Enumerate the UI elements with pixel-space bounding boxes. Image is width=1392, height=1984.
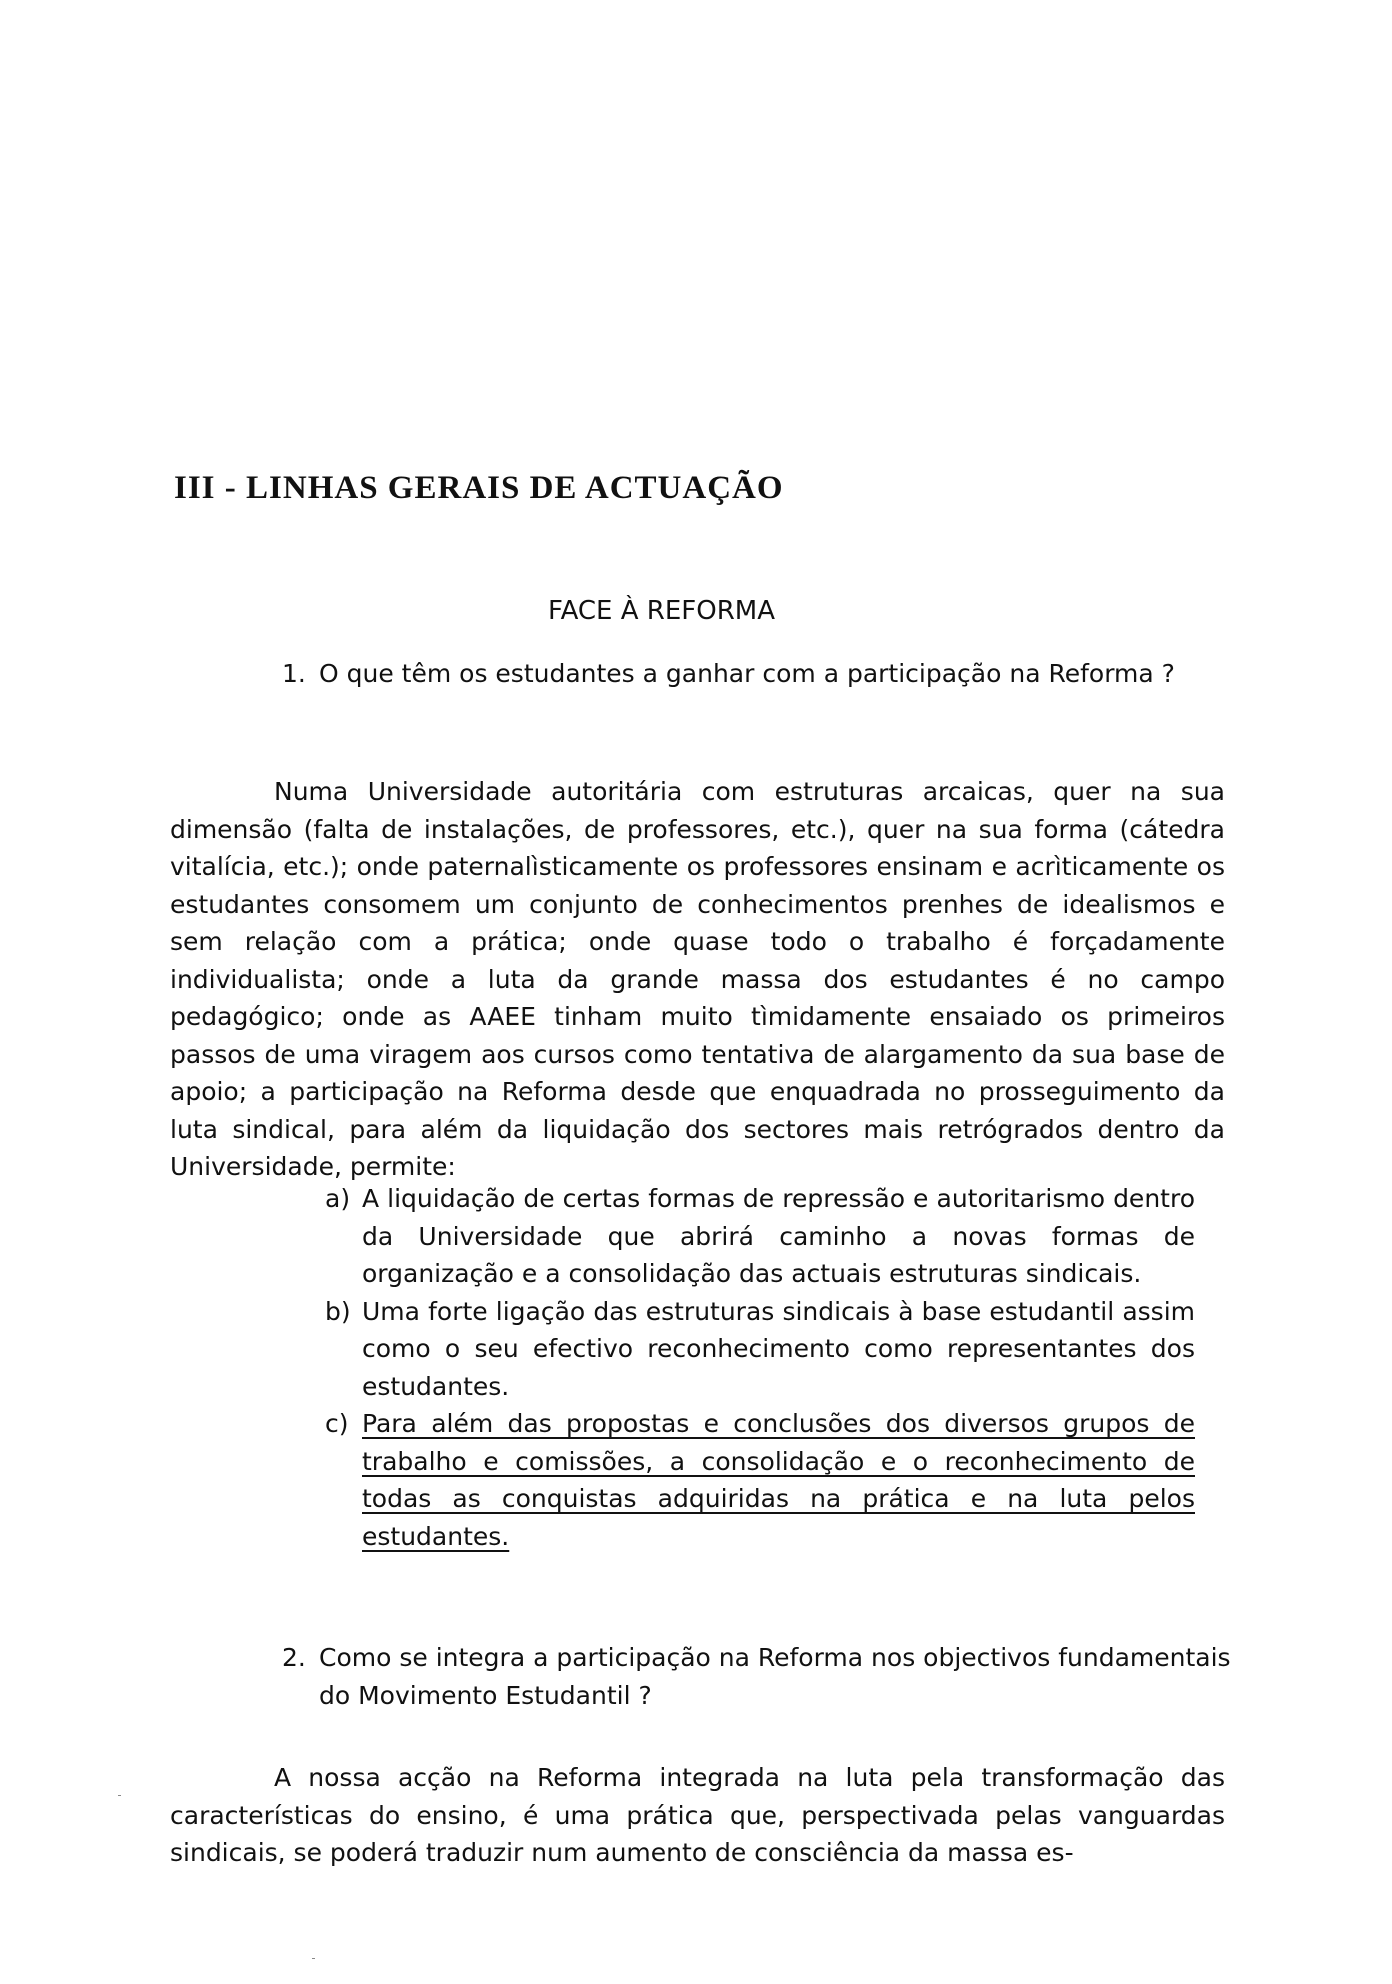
item-label: b) — [325, 1296, 351, 1326]
item-text: A liquidação de certas formas de repressão e autoritarismo dentro da Universidade que abrirá caminho a novas formas de organização e a consolidação das actuais estruturas sindicais. — [362, 1184, 1195, 1288]
question-number: 1. — [282, 659, 306, 688]
item-label: a) — [325, 1184, 351, 1213]
list-item-b — [325, 1293, 1195, 1406]
item-text: Uma forte ligação das estruturas sindicais à base estudantil assim como o seu efectivo reconhecimento como representantes dos estudantes. — [362, 1296, 1195, 1401]
item-label: c) — [325, 1409, 349, 1438]
item-text-underlined: Para além das propostas e conclusões dos diversos grupos de trabalho e comissões, a consolidação e o reconhecimento de todas as conquistas adquiridas na prática e na luta pelos estudantes. — [362, 1409, 1195, 1551]
question-1 — [282, 655, 1249, 693]
question-number: 2. — [282, 1643, 306, 1672]
question-2 — [282, 1639, 1249, 1715]
question-text: O que têm os estudantes a ganhar com a participação na Reforma ? — [319, 659, 1175, 688]
scan-speck — [312, 1958, 315, 1959]
list-item-a — [325, 1180, 1195, 1293]
item-list — [325, 1180, 1195, 1555]
chapter-title: III - LINHAS GERAIS DE ACTUAÇÃO — [174, 470, 784, 506]
paragraph-2: A nossa acção na Reforma integrada na luta pela transformação das características do ensino, é uma prática que, perspectivada pelas vanguardas sindicais, se poderá traduzir num aumento de consciência da massa es- — [170, 1763, 1225, 1867]
paragraph-1: Numa Universidade autoritária com estruturas arcaicas, quer na sua dimensão (falta de instalações, de professores, etc.), quer na sua forma (cátedra vitalícia, etc.); onde paternalìsticamente os professores ensinam e acrìticamente os estudantes consomem um conjunto de conhecimentos prenhes de idealismos e sem relação com a prática; onde quase todo o trabalho é forçadamente individualista; onde a luta da grande massa dos estudantes é no campo pedagógico; onde as AAEE tinham muito tìmidamente ensaiado os primeiros passos de uma viragem aos cursos como tentativa de alargamento da sua base de apoio; a participação na Reforma desde que enquadrada no prosseguimento da luta sindical, para além da liquidação dos sectores mais retrógrados dentro da Universidade, permite: — [170, 777, 1225, 1181]
section-title: FACE À REFORMA — [548, 596, 775, 626]
question-text: Como se integra a participação na Reforma nos objectivos fundamentais do Movimento Estudantil ? — [319, 1643, 1231, 1710]
list-item-c — [325, 1405, 1195, 1555]
scan-speck — [118, 1795, 121, 1796]
